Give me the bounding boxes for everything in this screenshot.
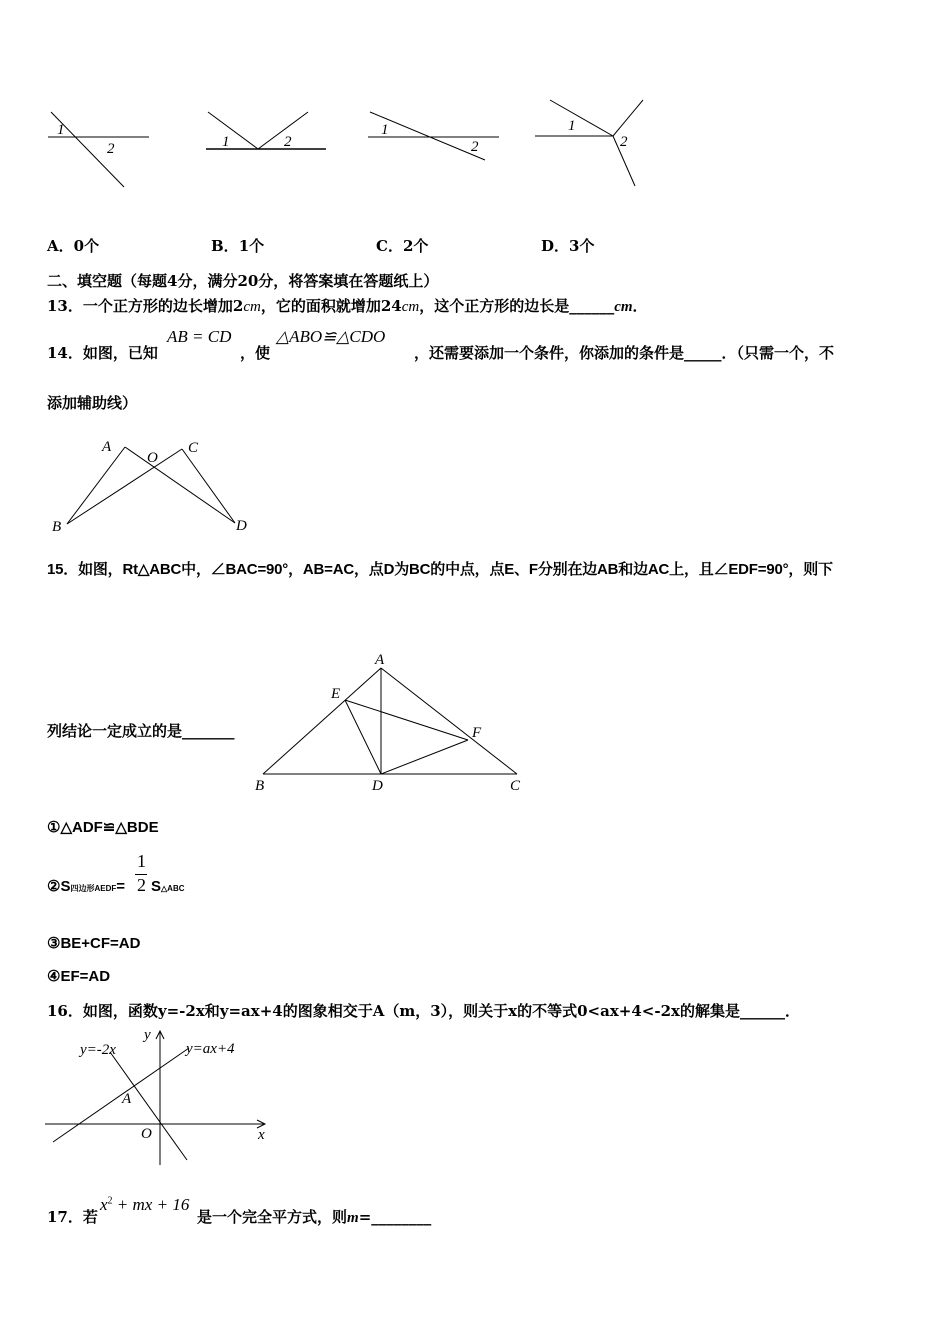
point-a-label: A	[375, 652, 385, 668]
q17-formula-exp: 2	[107, 1195, 113, 1207]
option-c-letter: C．	[376, 237, 403, 255]
point-c-label: C	[510, 778, 521, 794]
q14-figure	[45, 430, 265, 545]
section-heading: 二、填空题（每题4分，满分20分，将答案填在答题纸上）	[47, 272, 439, 290]
angle-label-2: 2	[471, 139, 479, 155]
option-a	[47, 236, 99, 256]
q17-mid: 是一个完全平方式，则	[197, 1208, 348, 1226]
q13-unit-3: cm	[614, 299, 633, 315]
q13-text-d: ．	[632, 297, 648, 315]
c2-sub-2: △ABC	[161, 884, 185, 893]
q14-line-2: 添加辅助线）	[47, 394, 138, 412]
q17-var: m	[347, 1210, 359, 1226]
option-c-text: 2个	[402, 237, 429, 255]
q17-blank: =________	[358, 1208, 432, 1226]
point-e-label: E	[331, 686, 341, 702]
angle-label-2: 2	[107, 141, 115, 157]
option-a-text: 0个	[73, 237, 100, 255]
y-axis-label: y	[144, 1027, 151, 1043]
option-b	[211, 236, 264, 256]
q12-figure-1	[45, 105, 155, 195]
option-c	[376, 236, 428, 256]
angle-label-1: 1	[222, 134, 230, 150]
q17-suffix	[197, 1207, 431, 1228]
line-1-label: y=-2x	[80, 1042, 116, 1058]
angle-label-2: 2	[284, 134, 292, 150]
q15-conclusion-3: ③BE+CF=AD	[47, 935, 141, 952]
point-a-label: A	[102, 439, 112, 455]
c2-tail	[151, 877, 185, 899]
option-b-letter: B．	[211, 237, 239, 255]
c2-numerator: 1	[137, 851, 146, 871]
origin-label: O	[141, 1126, 152, 1142]
angle-label-1: 1	[57, 122, 65, 138]
question-16: 16．如图，函数y=-2x和y=ax+4的图象相交于A（m，3），则关于x的不等式0<ax+4<-2x的解集是______．	[47, 1002, 800, 1020]
q12-figure-4	[530, 95, 650, 190]
point-a-label: A	[122, 1091, 132, 1107]
c2-sub: 四边形AEDF	[70, 884, 117, 893]
c2-denominator: 2	[137, 875, 146, 895]
q15-conclusion-4: ④EF=AD	[47, 968, 111, 985]
q14-prefix: 14．如图，已知	[47, 344, 158, 362]
point-b-label: B	[255, 778, 265, 794]
q15-conclusion-2	[47, 877, 125, 899]
point-d-label: D	[236, 518, 247, 534]
q15-conclusion-1: ①△ADF≌△BDE	[47, 819, 159, 836]
angle-label-1: 1	[568, 118, 576, 134]
option-d-text: 3个	[569, 237, 595, 255]
c2-prefix: ②S	[47, 878, 71, 895]
c2-eq: =	[116, 878, 125, 895]
q13-unit-1: cm	[243, 299, 261, 315]
line-2-label: y=ax+4	[186, 1041, 235, 1057]
q12-figure-3	[365, 105, 505, 165]
point-o-label: O	[147, 450, 158, 466]
point-c-label: C	[188, 440, 199, 456]
option-d	[541, 236, 594, 256]
q17-prefix: 17．若	[47, 1208, 98, 1226]
q13-text-c: ，这个正方形的边长是______	[419, 297, 615, 315]
q14-suffix: ，还需要添加一个条件，你添加的条件是_____．（只需一个，不	[414, 344, 835, 362]
q12-figure-2	[204, 105, 329, 155]
q15-line-1: 15．如图，Rt△ABC中，∠BAC=90°，AB=AC，点D为BC的中点，点E、F分别在边AB和边AC上，且∠EDF=90°，则下	[47, 561, 833, 578]
point-b-label: B	[52, 519, 62, 535]
option-b-text: 1个	[238, 237, 265, 255]
q14-mid: ，使	[240, 344, 271, 362]
point-f-label: F	[472, 725, 482, 741]
angle-label-1: 1	[381, 122, 389, 138]
q17-formula-rest: + mx + 16	[112, 1195, 190, 1214]
point-d-label: D	[372, 778, 383, 794]
question-13	[47, 296, 648, 317]
q13-text-a: 13．一个正方形的边长增加2	[47, 297, 244, 315]
c2-s: S	[151, 878, 162, 895]
q13-text-b: ，它的面积就增加24	[260, 297, 402, 315]
x-axis-label: x	[258, 1127, 265, 1143]
angle-label-2: 2	[620, 134, 628, 150]
q14-formula-1: AB = CD	[167, 327, 232, 346]
q17-formula-x: x	[100, 1195, 108, 1214]
option-d-letter: D．	[541, 237, 570, 255]
option-a-letter: A．	[47, 237, 74, 255]
q15-figure	[250, 650, 530, 800]
q13-unit-2: cm	[401, 299, 420, 315]
q15-line-2: 列结论一定成立的是_______	[47, 722, 235, 740]
q17-formula	[100, 1195, 189, 1215]
q14-formula-2: △ABO≌△CDO	[276, 327, 386, 346]
q16-figure	[40, 1025, 280, 1170]
